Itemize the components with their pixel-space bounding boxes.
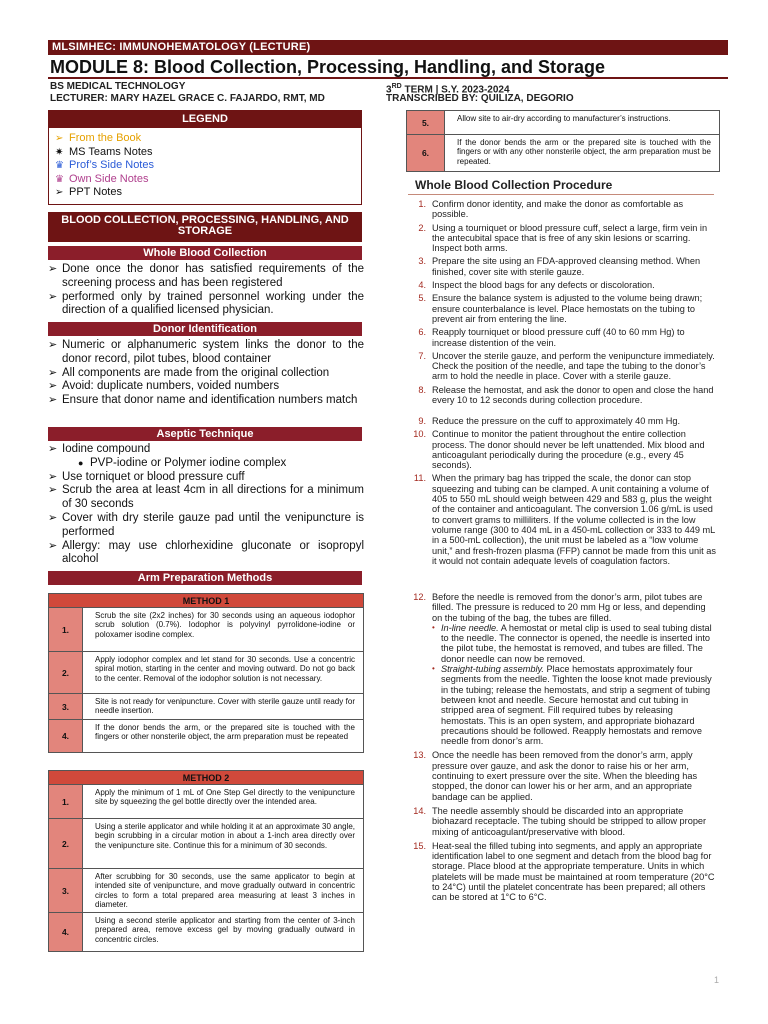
step-text: [432, 293, 716, 324]
list-item: [48, 339, 364, 367]
table-row: [407, 111, 719, 135]
procedure-step: [410, 429, 716, 470]
step-number: 10.: [413, 429, 426, 440]
step-number-cell: 2.: [49, 652, 83, 693]
list-item-text: Use torniquet or blood pressure cuff: [62, 470, 245, 483]
aseptic-items: [48, 471, 364, 568]
procedure-step: [410, 293, 716, 324]
step-text: [432, 385, 716, 406]
procedure-step: [410, 256, 716, 277]
sub-step-body: A hemostat or metal clip is used to seal tubing distal to the needle. The connector is opened, the needle is inserted into the pilot tube, the hemostat is removed, and tubes are filled. The donor needle can now be removed.: [441, 622, 712, 664]
legend-glyph-icon: ♛: [55, 160, 64, 171]
list-item: [48, 380, 364, 394]
procedure-steps-1-8: [410, 199, 716, 405]
legend-label: Own Side Notes: [69, 172, 149, 185]
step-text: [432, 327, 716, 348]
list-item: [48, 263, 364, 291]
arrow-icon: ➢: [48, 470, 58, 483]
table-row: [49, 785, 363, 819]
step-text-cell: After scrubbing for 30 seconds, use the same applicator to begin at intended site of venipuncture, and move gradually outward in concentric circles to form a total prepared area measuring at least 3 inches in diameter.: [95, 872, 355, 910]
step-text: [432, 473, 716, 566]
title-rule: [48, 77, 728, 79]
step-text: [432, 750, 716, 801]
step-text-content: Inspect the blood bags for any defects or discoloration.: [432, 280, 655, 291]
step-text-content: Reapply tourniquet or blood pressure cuff (40 to 60 mm Hg) to increase distention of the vein.: [432, 327, 685, 348]
step-text-content: Using a tourniquet or blood pressure cuff, select a large, firm vein in the antecubital space that is free of any skin lesions or scarring. Inspect both arms.: [432, 222, 708, 254]
list-item: [48, 394, 364, 408]
list-item: [48, 484, 364, 512]
table-row: [49, 608, 363, 652]
list-item-text: Allergy: may use chlorhexidine gluconate or isopropyl alcohol: [62, 539, 364, 566]
table-row: [49, 720, 363, 752]
arrow-icon: ➢: [48, 539, 58, 552]
step-text: [432, 199, 716, 220]
course-bar: MLSIMHEC: IMMUNOHEMATOLOGY (LECTURE): [48, 40, 728, 55]
sub-step: [432, 623, 716, 664]
table-row: [49, 913, 363, 951]
step-number-cell: 6.: [407, 135, 445, 171]
list-item: [48, 367, 364, 381]
procedure-step: [410, 750, 716, 801]
step-text-cell: If the donor bends the arm, or the prepared site is touched with the fingers or other nonsterile object, the arm preparation must be repeated: [95, 723, 355, 742]
step-number: 7.: [418, 350, 426, 361]
sub-step-lead: Straight-tubing assembly.: [441, 664, 544, 675]
legend-item: [55, 132, 361, 146]
arrow-icon: ➢: [48, 290, 58, 303]
list-item-text: Avoid: duplicate numbers, voided numbers: [62, 380, 280, 393]
arm-prep-heading: Arm Preparation Methods: [48, 571, 362, 585]
legend-box: [48, 110, 362, 205]
sub-step-lead: In-line needle.: [441, 622, 499, 633]
lecturer-label: LECTURER: MARY HAZEL GRACE C. FAJARDO, RMT, MD: [50, 93, 325, 104]
legend-label: From the Book: [69, 132, 142, 144]
table-row: [49, 869, 363, 913]
step-text-cell: Allow site to air-dry according to manufacturer’s instructions.: [457, 114, 671, 123]
step-number: 8.: [418, 384, 426, 395]
step-number: 15.: [413, 840, 426, 851]
step-number: 14.: [413, 805, 426, 816]
arrow-icon: ➢: [48, 263, 58, 275]
procedure-step: [410, 416, 716, 426]
list-item-text: Ensure that donor name and identification numbers match: [62, 394, 358, 407]
step-text-content: Once the needle has been removed from the donor’s arm, apply pressure over gauze, and ask the donor to raise his or her arm, continuing to exert pressure over the site. When the bleeding has stopped, the donor can lower his or her arm, and an appropriate bandage can be applied.: [432, 750, 698, 802]
step-number: 6.: [418, 327, 426, 338]
step-text-content: Before the needle is removed from the donor’s arm, pilot tubes are filled. The pressure is reduced to 20 mm Hg or less, and depending on the tubing of the bag, the tubes are filled.: [432, 592, 706, 623]
method-1-table: [48, 593, 364, 753]
arrow-icon: ➢: [48, 484, 58, 497]
method-2-rows: [49, 785, 363, 951]
procedure-rule: [408, 194, 714, 195]
step-number: 3.: [418, 256, 426, 267]
table-row: [49, 819, 363, 869]
procedure-steps-9-11: [410, 416, 716, 566]
step-text: [432, 280, 716, 290]
step-number-cell: 1.: [49, 608, 83, 651]
step-text-cell: Scrub the site (2x2 inches) for 30 seconds using an aqueous iodophor scrub solution (0.7%). Iodophor is polyvinyl pyrrolidone-iodine or poloxamer isodine complex.: [95, 611, 355, 639]
step-text-cell: Using a sterile applicator and while holding it at an approximate 30 angle, begin scrubbing in a circular motion in about a 1-inch area directly over the venipuncture site. Continue this for a minimum of 30 seconds.: [95, 822, 355, 850]
step-number-cell: 5.: [407, 111, 445, 134]
arrow-icon: ➢: [48, 366, 58, 379]
procedure-step: [410, 351, 716, 382]
procedure-step: [410, 592, 716, 746]
legend-item: [55, 146, 361, 160]
step-number-cell: 3.: [49, 694, 83, 719]
legend-item: [55, 186, 361, 200]
arrow-icon: ➢: [48, 443, 58, 455]
module-title: MODULE 8: Blood Collection, Processing, Handling, and Storage: [50, 57, 606, 77]
legend-label: PPT Notes: [69, 186, 122, 198]
legend-item: [55, 159, 361, 173]
legend-glyph-icon: ♛: [55, 173, 64, 185]
method-2-continued-table: [406, 110, 720, 172]
list-item-text: Cover with dry sterile gauze pad until the venipuncture is performed: [62, 511, 364, 538]
sub-step: [432, 664, 716, 746]
method-1-rows: [49, 608, 363, 752]
program-label: BS MEDICAL TECHNOLOGY: [50, 81, 186, 92]
step-text-content: Continue to monitor the patient throughout the entire collection process. The donor should never be left unattended. Mix blood and anticoagulant periodically during the procedure (e.g., every 45 seconds).: [432, 429, 705, 471]
table-row: [407, 135, 719, 171]
procedure-step: [410, 385, 716, 406]
step-number: 4.: [418, 280, 426, 291]
procedure-title: Whole Blood Collection Procedure: [415, 178, 613, 192]
bullet-icon: •: [432, 622, 435, 632]
sub-step-text: [441, 623, 716, 664]
procedure-step: [410, 327, 716, 348]
step-text: [432, 416, 716, 426]
step-text: [432, 351, 716, 382]
procedure-step: [410, 473, 716, 566]
whole-blood-heading: Whole Blood Collection: [48, 246, 362, 260]
legend-glyph-icon: ➢: [55, 187, 64, 198]
legend-label: MS Teams Notes: [69, 145, 153, 158]
step-text-content: The needle assembly should be discarded into an appropriate biohazard receptacle. The tubing should be stripped to allow proper mixing of anticoagulant/preservative with blood.: [432, 805, 707, 837]
arrow-icon: ➢: [48, 394, 58, 407]
legend-list: [49, 128, 361, 200]
step-number: 5.: [418, 293, 426, 304]
step-number-cell: 4.: [49, 913, 83, 951]
list-item: [48, 540, 364, 568]
step-text: [432, 256, 716, 277]
bullet-icon: ●: [78, 457, 84, 468]
procedure-steps-12-15: [410, 592, 716, 903]
procedure-step: [410, 841, 716, 903]
table-row: [49, 694, 363, 720]
sub-step-text: [441, 664, 716, 746]
list-subitem: ● PVP-iodine or Polymer iodine complex: [78, 456, 287, 469]
step-text-content: Prepare the site using an FDA-approved cleansing method. When finished, cover site with sterile gauze.: [432, 256, 701, 277]
whole-blood-list: [48, 263, 364, 318]
aseptic-heading: Aseptic Technique: [48, 427, 362, 441]
arrow-icon: ➢: [48, 511, 58, 524]
step-text-content: Uncover the sterile gauze, and perform the venipuncture immediately. Check the position of the needle, and tape the tubing to the donor’s arm to hold the needle in place. Cover with a sterile gauze.: [432, 350, 715, 382]
list-item: ➢ Iodine compound: [48, 443, 151, 455]
legend-title: LEGEND: [49, 111, 361, 128]
step-text-cell: If the donor bends the arm or the prepared site is touched with the fingers or with any other nonsterile object, the arm preparation must be repeated.: [457, 138, 711, 166]
table-row: [49, 652, 363, 694]
step-text-cell: Apply the minimum of 1 mL of One Step Gel directly to the venipuncture site by squeezing the gel bottle directly over the intended area.: [95, 788, 355, 807]
list-item: [48, 471, 364, 485]
step-text: [432, 592, 716, 746]
method-2-title: METHOD 2: [49, 771, 363, 785]
list-item-text: performed only by trained personnel working under the direction of a qualified licensed physician.: [62, 290, 364, 317]
method-1-title: METHOD 1: [49, 594, 363, 608]
list-item: [48, 291, 364, 319]
arrow-icon: ➢: [48, 339, 58, 351]
step-number-cell: 4.: [49, 720, 83, 752]
step-number: 1.: [418, 199, 426, 209]
step-text-cell: Apply iodophor complex and let stand for 30 seconds. Use a concentric spiral motion, starting in the center and moving outward. Do not go back to the center. Removal of the iodophor solution is not necessary.: [95, 655, 355, 683]
section-title: BLOOD COLLECTION, PROCESSING, HANDLING, AND STORAGE: [48, 212, 362, 242]
step-number-cell: 2.: [49, 819, 83, 868]
step-text-cell: Using a second sterile applicator and starting from the center of 3-inch prepared area, remove excess gel by moving gradually outward in concentric circles.: [95, 916, 355, 944]
step-text: [432, 841, 716, 903]
bullet-icon: •: [432, 664, 435, 674]
list-item-text: Done once the donor has satisfied requirements of the screening process and has been registered: [62, 263, 364, 289]
legend-label: Prof’s Side Notes: [69, 159, 154, 171]
step-number: 11.: [413, 473, 426, 484]
step-text-content: Reduce the pressure on the cuff to approximately 40 mm Hg.: [432, 416, 681, 426]
step-number-cell: 1.: [49, 785, 83, 818]
legend-glyph-icon: ✷: [55, 146, 64, 158]
donor-id-heading: Donor Identification: [48, 322, 362, 336]
step-text-content: Ensure the balance system is adjusted to the volume being drawn; ensure counterbalance is level. Place hemostats on the tubing to prevent air from entering the line.: [432, 293, 703, 324]
step-text-cell: Site is not ready for venipuncture. Cover with sterile gauze until ready for needle insertion.: [95, 697, 355, 716]
step-text: [432, 806, 716, 837]
step-number: 13.: [413, 750, 426, 761]
arrow-icon: ➢: [48, 380, 58, 393]
step-text-content: Confirm donor identity, and make the donor as comfortable as possible.: [432, 199, 684, 220]
step-text-content: Heat-seal the filled tubing into segments, and apply an appropriate identification label to one segment and detach from the blood bag for storage. Place blood at the appropriate temperature. Units in which platelets will be made must be maintained at room temperature (20°C to 24°C) until the platelet concentrate has been prepared; all others can be stored at 1°C to 6°C.: [432, 840, 715, 903]
list-item-text: Numeric or alphanumeric system links the donor to the donor record, pilot tubes, blood container: [62, 339, 364, 365]
procedure-step: [410, 223, 716, 254]
step-number: 2.: [418, 222, 426, 233]
list-item-text: All components are made from the original collection: [62, 366, 330, 379]
procedure-step: [410, 806, 716, 837]
list-item: [48, 512, 364, 540]
step-text-content: Release the hemostat, and ask the donor to open and close the hand every 10 to 12 seconds during collection procedure.: [432, 384, 714, 406]
page-number: 1: [714, 975, 720, 985]
procedure-step: [410, 199, 716, 220]
term-label: 3RD TERM | S.Y. 2023-2024: [386, 83, 510, 96]
step-text: [432, 223, 716, 254]
aseptic-list: [48, 443, 364, 567]
step-text-content: When the primary bag has tripped the scale, the donor can stop squeezing and tubing can be clamped. A unit containing a volume of 405 to 550 mL should weigh between 429 and 583 g, plus the weight of the container and anticoagulant. The conversion 1.06 g/mL is used to convert grams to milliliters. If the volume collected is in the low volume range (300 to 404 mL in a 450-mL collection or 333 to 449 mL in a 500-mL collection), the unit must be labeled as a “low volume unit,” and fresh-frozen plasma (FFP) cannot be made from this unit as it would not contain adequate levels of coagulation factors.: [432, 473, 716, 566]
legend-item: [55, 173, 361, 187]
method-2-table: [48, 770, 364, 952]
step-number: 9.: [418, 416, 426, 426]
sub-step-body: Place hemostats approximately four segments from the needle. Tighten the loose knot made previously in the tubing; release the hemostats, and strip a segment of tubing between knot and needle. Secure hemostat and cut tubing in stripped area of segment. Fill required tubes by releasing hemostats. This is an open system, and appropriate biohazard precautions should be followed. Reapply hemostats and remove needle from donor’s arm.: [441, 664, 712, 747]
transcriber-label: TRANSCRIBED BY: QUILIZA, DEGORIO: [386, 93, 574, 104]
legend-glyph-icon: ➢: [55, 133, 64, 144]
donor-id-list: [48, 339, 364, 408]
list-item-text: Scrub the area at least 4cm in all directions for a minimum of 30 seconds: [62, 484, 364, 511]
step-number-cell: 3.: [49, 869, 83, 912]
step-text: [432, 429, 716, 470]
method-2-continued-rows: [407, 111, 719, 171]
procedure-step: [410, 280, 716, 290]
step-number: 12.: [413, 592, 426, 602]
